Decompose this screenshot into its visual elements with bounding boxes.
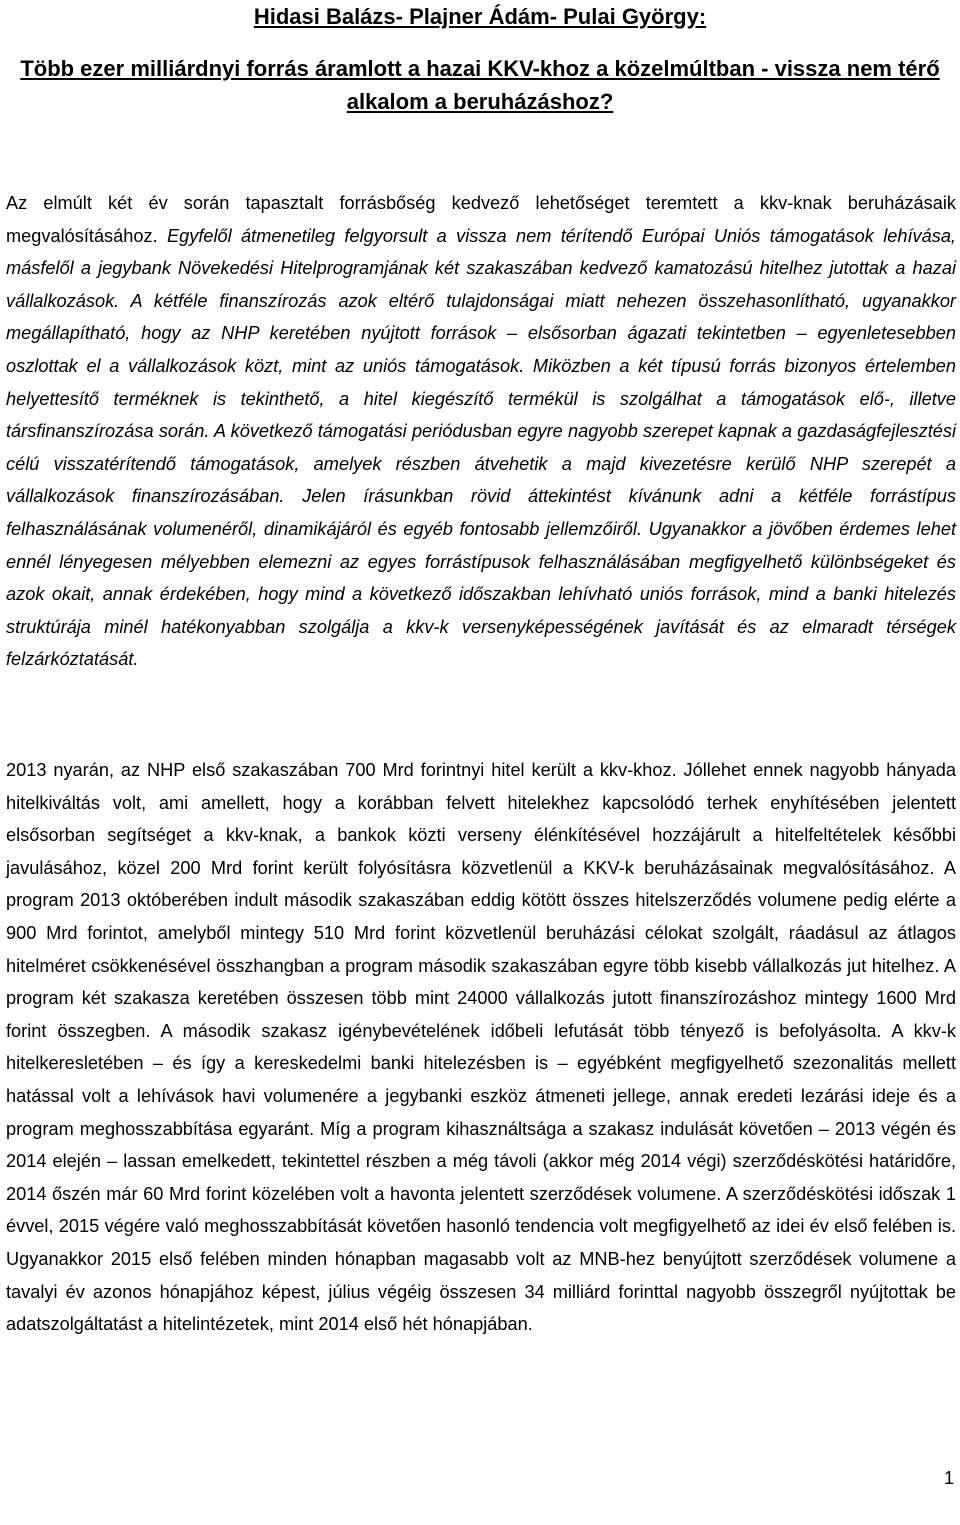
page-number: 1 <box>943 1468 954 1488</box>
intro-body: Egyfelől átmenetileg felgyorsult a vissza nem térítendő Európai Uniós támogatások lehívása, másfelől a jegybank Növekedési Hitelprogramjának két szakaszában kedvező kamatozású hitelhez jutottak a hazai vállalkozások. A kétféle finanszírozás azok eltérő tulajdonságai miatt nehezen összehasonlítható, ugyanakkor megállapítható, hogy az NHP keretében nyújtott források – elsősorban ágazati tekintetben – egyenletesebben oszlottak el a vállalkozások közt, mint az uniós támogatások. Miközben a két típusú forrás bizonyos értelemben helyettesítő terméknek is tekinthető, a hitel kiegészítő termékül is szolgálhat a támogatások elő-, illetve társfinanszírozása során. A következő támogatási periódusban egyre nagyobb szerepet kapnak a gazdaságfejlesztési célú visszatérítendő támogatások, amelyek részben átvehetik a majd kivezetésre kerülő NHP szerepét a vállalkozások finanszírozásában. Jelen írásunkban rövid áttekintést kívánunk adni a kétféle forrástípus felhasználásának volumenéről, dinamikájáról és egyéb fontosabb jellemzőiről. Ugyanakkor a jövőben érdemes lehet ennél lényegesen mélyebben elemezni az egyes forrástípusok felhasználásában megfigyelhető különbségeket és azok okait, annak érdekében, hogy mind a következő időszakban lehívható uniós források, mind a banki hitelezés struktúrája minél hatékonyabban szolgálja a kkv-k versenyképességének javítását és az elmaradt térségek felzárkóztatását. <box>6 225 956 670</box>
intro-paragraph <box>6 187 956 676</box>
intro-lead: Az elmúlt két év során tapasztalt forrásbőség kedvező lehetőséget teremtett a kkv-knak beruházásaik megvalósításához. <box>6 193 956 246</box>
article-title: Több ezer milliárdnyi forrás áramlott a hazai KKV-khoz a közelmúltban - vissza nem térő alkalom a beruházáshoz? <box>20 56 940 114</box>
authors-heading: Hidasi Balázs- Plajner Ádám- Pulai György: <box>253 4 707 29</box>
body-paragraph: 2013 nyarán, az NHP első szakaszában 700 Mrd forintnyi hitel került a kkv-khoz. Jóllehet ennek nagyobb hányada hitelkiváltás volt, ami amellett, hogy a korábban felvett hitelekhez kapcsolódó terhek enyhítésében jelentett elsősorban segítséget a kkv-knak, a bankok közti verseny élénkítésével hozzájárult a hitelfeltételek későbbi javulásához, közel 200 Mrd forint került folyósításra közvetlenül a KKV-k beruházásainak megvalósításához. A program 2013 októberében indult második szakaszában eddig kötött összes hitelszerződés volumene pedig elérte a 900 Mrd forintot, amelyből mintegy 510 Mrd forint közvetlenül beruházási célokat szolgált, ráadásul az átlagos hitelméret csökkenésével összhangban a program második szakaszában egyre több kisebb vállalkozás jut hitelhez. A program két szakasza keretében összesen több mint 24000 vállalkozás jutott finanszírozáshoz mintegy 1600 Mrd forint összegben. A második szakasz igénybevételének időbeli lefutását több tényező is befolyásolta. A kkv-k hitelkeresletében – és így a kereskedelmi banki hitelezésben is – egyébként megfigyelhető szezonalitás mellett hatással volt a lehívások havi volumenére a jegybanki eszköz átmeneti jellege, annak eredeti lezárási ideje és a program meghosszabbítása egyaránt. Míg a program kihasználtsága a szakasz indulását követően – 2013 végén és 2014 elején – lassan emelkedett, tekintettel részben a még távoli (akkor még 2014 végi) szerződéskötési határidőre, 2014 őszén már 60 Mrd forint közelében volt a havonta jelentett szerződések volumene. A szerződéskötési időszak 1 évvel, 2015 végére való meghosszabbítását követően hasonló tendencia volt megfigyelhető az idei év első felében is. Ugyanakkor 2015 első felében minden hónapban magasabb volt az MNB-hez benyújtott szerződések volumene a tavalyi év azonos hónapjához képest, július végéig összesen 34 milliárd forinttal nagyobb összegről nyújtottak be adatszolgáltatást a hitelintézetek, mint 2014 első hét hónapjában. <box>6 760 956 1335</box>
